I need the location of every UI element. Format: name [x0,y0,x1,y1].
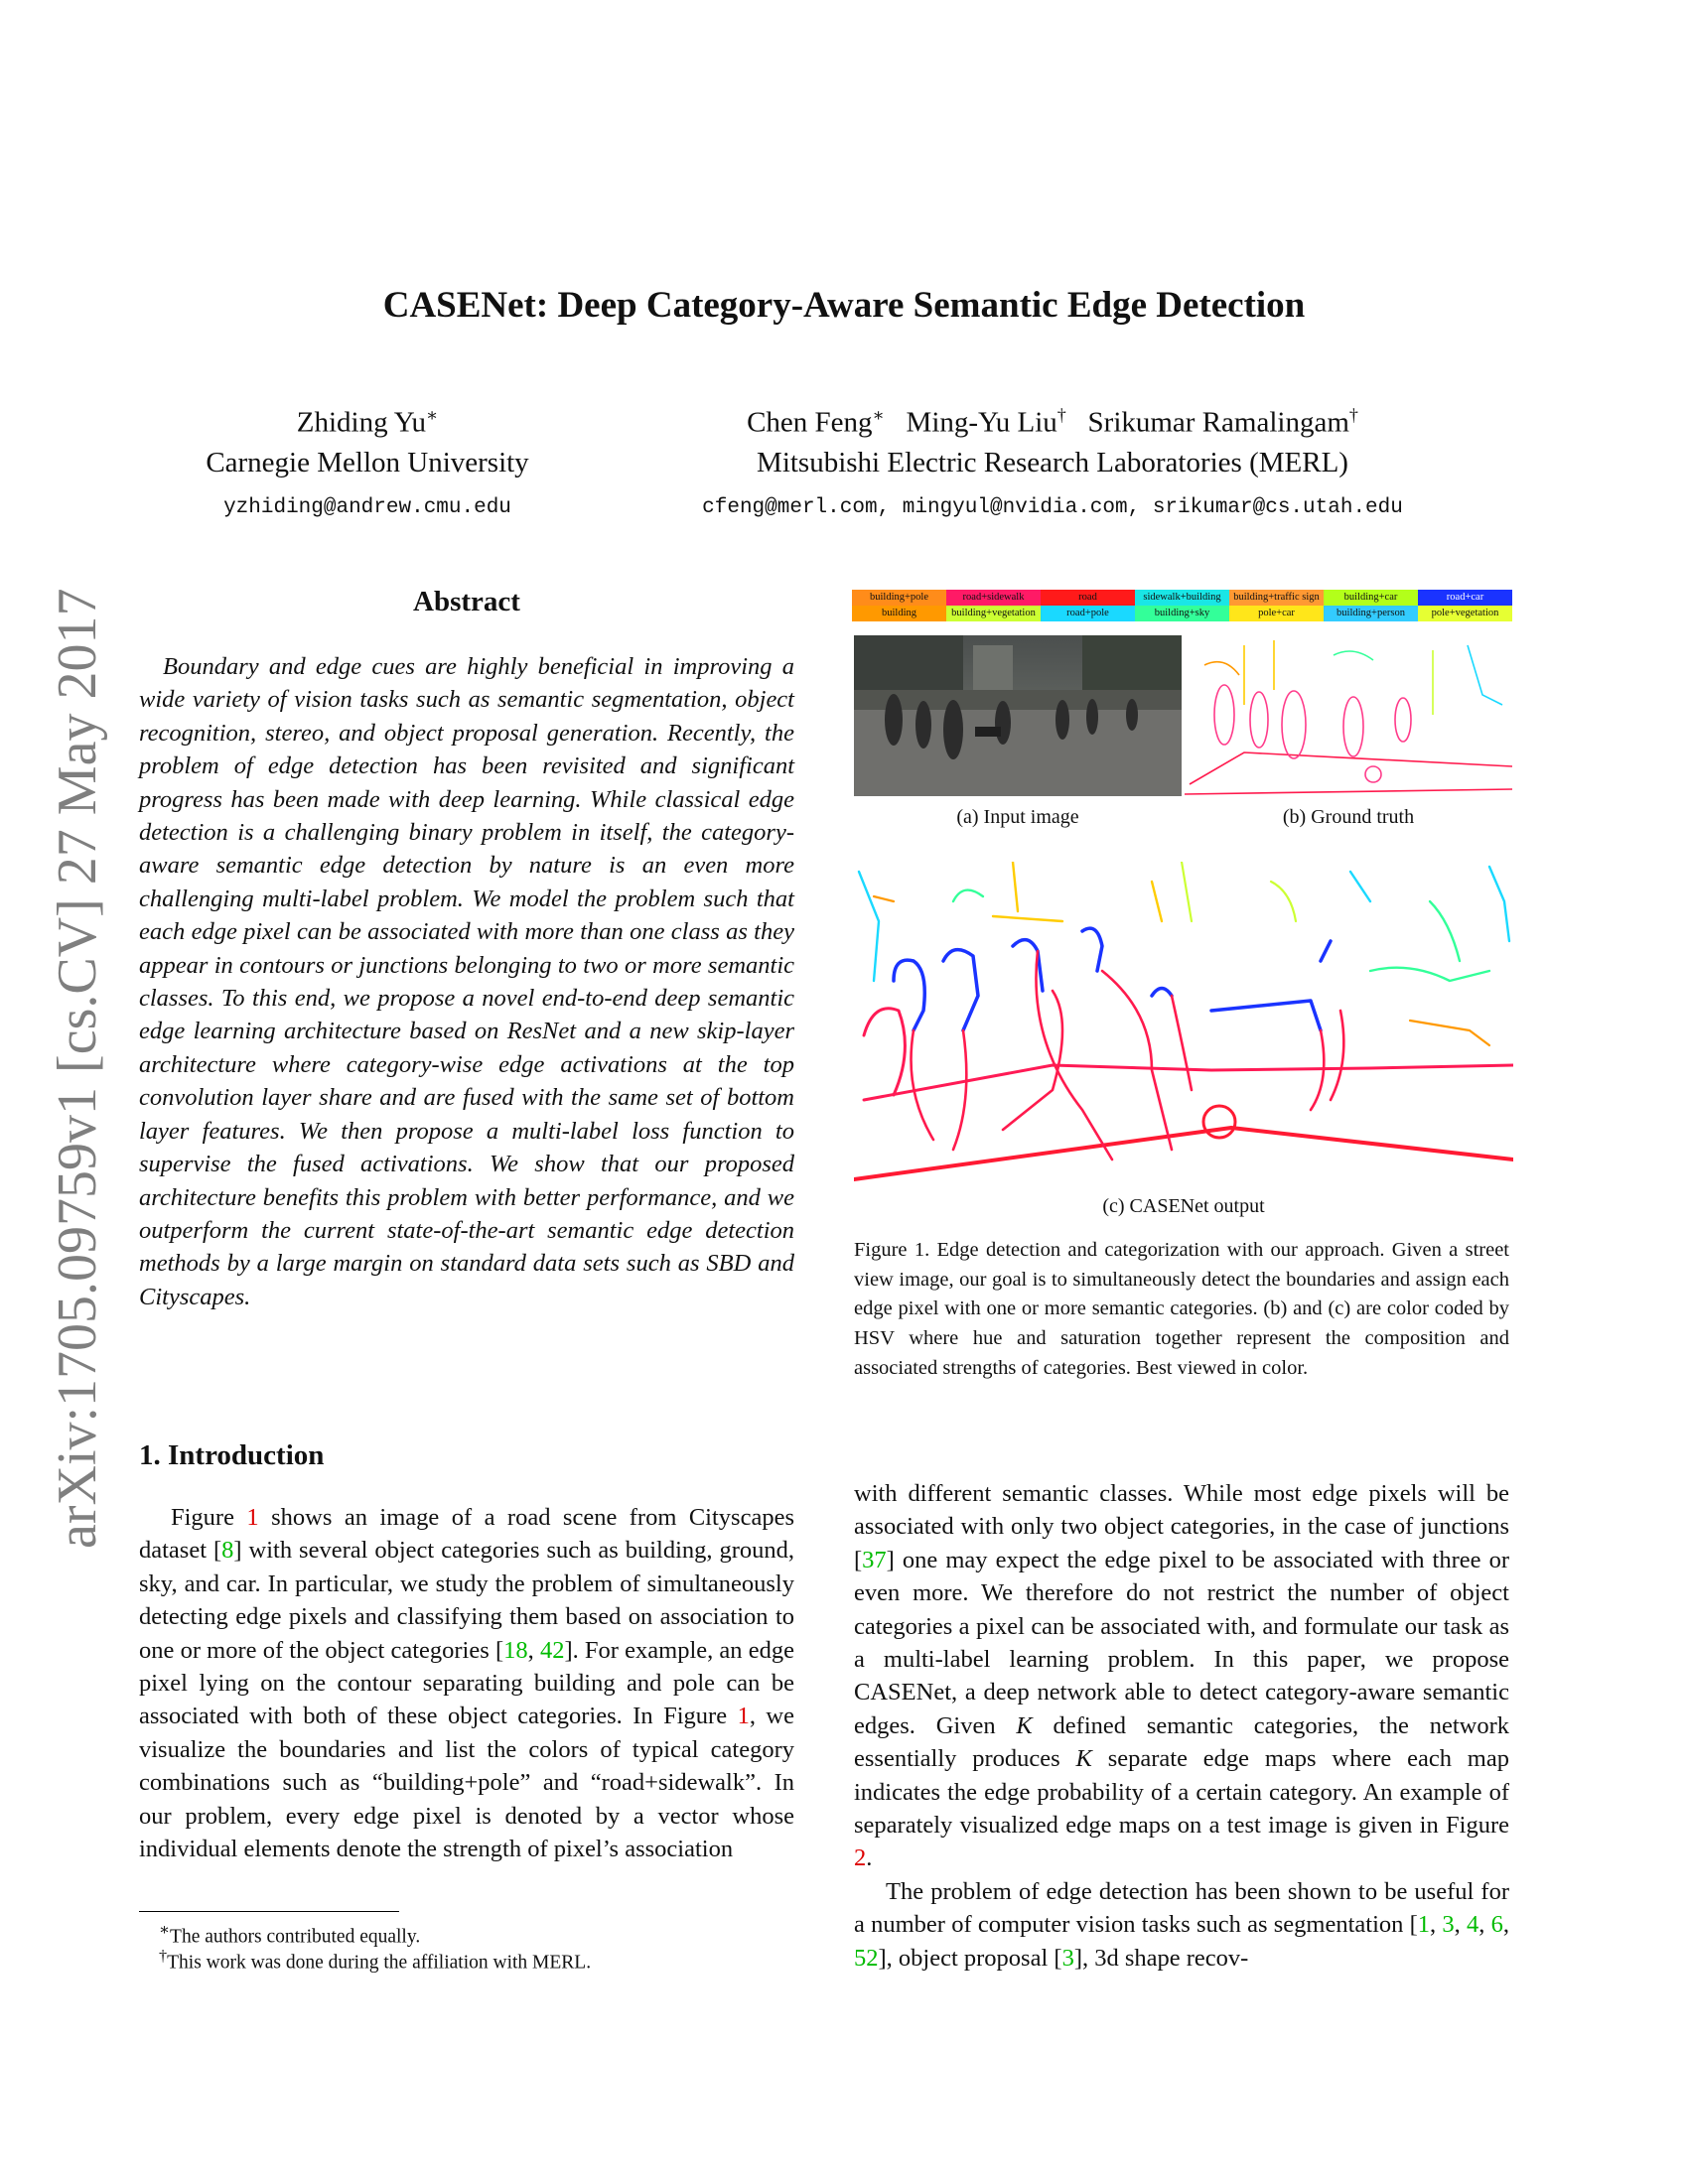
author-name [139,395,596,443]
text-run: . [866,1844,873,1872]
author-name: Chen Feng [747,406,873,439]
footnote-text: The authors contributed equally. [170,1926,421,1948]
legend-swatch-pole-car: pole+car [1229,606,1324,621]
text-run: ] with several object categories such as building, ground, sky, and car. In particular, we study the problem of simultaneously detecting edge pixels and classifying them based on association to one or more of the object categories [ [139,1537,795,1664]
author-affiliation: Mitsubishi Electric Research Laboratories (MERL) [757,446,1348,478]
legend-swatch-road-car: road+car [1418,590,1512,606]
text-run: with different semantic classes. While most edge pixels will be associated with only two object categories, in the case of junctions [ [854,1480,1509,1573]
legend-row-1 [852,590,1512,606]
author-name: Ming-Yu Liu [906,406,1057,439]
text-run: defined semantic categories, the network essentially produces [854,1711,1509,1773]
author-block-right [616,395,1489,528]
footnote-text: This work was done during the affiliation with MERL. [167,1952,592,1974]
subcaption-a: (a) Input image [956,806,1079,828]
legend-swatch-road-sidewalk: road+sidewalk [946,590,1041,606]
text-run: , [1478,1911,1491,1939]
author-emails: cfeng@merl.com, mingyul@nvidia.com, srikumar@cs.utah.edu [702,495,1403,519]
subcaption-c: (c) CASENet output [1102,1195,1265,1217]
text-run: Figure [171,1504,247,1531]
text-run: , [527,1636,540,1664]
citation-link[interactable]: 52 [854,1944,879,1972]
abstract-heading: Abstract [413,586,520,617]
legend-swatch-road: road [1041,590,1135,606]
author-mark: ∗ [426,405,439,425]
legend-swatch-sidewalk-building: sidewalk+building [1135,590,1229,606]
legend-swatch-building-pole: building+pole [852,590,946,606]
footnote-mark: ∗ [159,1921,171,1939]
citation-link[interactable]: 3 [1061,1944,1074,1972]
intro-paragraph-1 [854,1477,1509,1875]
legend-swatch-building-vegetation: building+vegetation [946,606,1041,621]
citation-link[interactable]: 4 [1467,1911,1479,1939]
author-names [616,395,1489,443]
legend-swatch-building-traffic-sign: building+traffic sign [1229,590,1324,606]
text-run: , [1454,1911,1468,1939]
category-color-legend [852,590,1512,621]
intro-right-column [854,1477,1509,1975]
input-image [854,635,1182,796]
casenet-output-image [854,862,1513,1187]
text-run: , we visualize the boundaries and list the colors of typical category combinations such as “building+pole” and “road+sidewalk”. In our problem, every edge pixel is denoted by a vector whose individual elements denote the strength of pixel’s association [139,1703,794,1863]
author-email: yzhiding@andrew.cmu.edu [223,495,511,519]
footnote-2 [159,1944,794,1976]
text-run: The problem of edge detection has been shown to be useful for a number of computer vision tasks such as segmentation [ [854,1877,1509,1939]
text-run: ], 3d shape recov- [1073,1944,1249,1972]
citation-link[interactable]: 18 [503,1636,528,1664]
figure-link[interactable]: 1 [737,1703,750,1730]
citation-link[interactable]: 3 [1442,1911,1455,1939]
text-run: ], object proposal [ [878,1944,1062,1972]
text-run: ] one may expect the edge pixel to be associated with three or even more. We therefore do not restrict the number of object categories a pixel can be associated with, and formulate our task as a multi-label learning problem. In this paper, we propose CASENet, a deep network able to detect category-aware semantic edges. Given [854,1546,1509,1739]
section-heading-introduction: 1. Introduction [139,1439,325,1471]
citation-link[interactable]: 42 [539,1636,565,1664]
legend-swatch-road-pole: road+pole [1041,606,1135,621]
author-name-text: Zhiding Yu [296,406,426,439]
citation-link[interactable]: 8 [221,1537,234,1565]
citation-link[interactable]: 37 [862,1546,887,1573]
text-run: , [1502,1911,1510,1939]
abstract-text: Boundary and edge cues are highly beneficial in improving a wide variety of vision tasks such as semantic segmentation, object recognition, stereo, and object proposal generation. Recently, the problem of edge detection has been revisited and significant progress has been made with deep learning. While classical edge detection is a challenging binary problem in itself, the category-aware semantic edge detection by nature is an even more challenging multi-label problem. We model the problem such that each edge pixel can be associated with more than one class as they appear in contours or junctions belonging to two or more semantic classes. To this end, we propose a novel end-to-end deep semantic edge learning architecture based on ResNet and a new skip-layer architecture where category-wise edge activations at the top convolution layer share and are fused with the same set of bottom layer features. We then propose a multi-label loss function to supervise the fused activations. We show that our proposed architecture benefits this problem with better performance, and we outperform the current state-of-the-art semantic edge detection methods by a large margin on standard data sets such as SBD and Cityscapes. [139,653,794,1310]
legend-row-2 [852,606,1512,621]
footnote-rule [139,1911,399,1912]
ground-truth-image [1185,635,1512,796]
figure-link[interactable]: 1 [246,1504,259,1531]
text-run: shows an image of a road scene from Cityscapes dataset [ [139,1504,794,1565]
legend-swatch-building-person: building+person [1324,606,1418,621]
citation-link[interactable]: 6 [1490,1911,1503,1939]
text-run: separate edge maps where each map indicates the edge probability of a certain category. An example of separately visualized edge maps on a test image is given in Figure [854,1745,1509,1840]
footnote-mark: † [159,1947,168,1965]
text-run: , [1430,1911,1443,1939]
legend-swatch-building-sky: building+sky [1135,606,1229,621]
legend-swatch-building-car: building+car [1324,590,1418,606]
intro-left-column [139,1501,794,1865]
author-mark: ∗ [872,405,885,425]
author-block-left [139,395,596,528]
subcaption-b: (b) Ground truth [1282,806,1415,828]
text-run: ]. For example, an edge pixel lying on the contour separating building and pole can be associated with both of these object categories. In Figure [139,1636,794,1730]
legend-swatch-building: building [852,606,946,621]
intro-paragraph-2 [854,1875,1509,1975]
author-name: Srikumar Ramalingam [1087,406,1349,439]
paper-title: CASENet: Deep Category-Aware Semantic Edge Detection [382,285,1306,326]
citation-link[interactable]: 1 [1417,1911,1431,1939]
figure-1-caption: Figure 1. Edge detection and categorization with our approach. Given a street view image, our goal is to simultaneously detect the boundaries and assign each edge pixel with one or more semantic categories. (b) and (c) are color coded by HSV where hue and saturation together represent the composition and associated strengths of categories. Best viewed in color. [854,1239,1509,1379]
author-affiliation: Carnegie Mellon University [206,446,529,478]
arxiv-identifier: arXiv:1705.09759v1 [cs.CV] 27 May 2017 [47,588,108,1549]
author-mark: † [1348,405,1358,425]
author-mark: † [1056,405,1066,425]
figure-link[interactable]: 2 [854,1844,867,1872]
math-symbol: K [1075,1745,1092,1773]
math-symbol: K [1016,1711,1033,1739]
legend-swatch-pole-vegetation: pole+vegetation [1418,606,1512,621]
